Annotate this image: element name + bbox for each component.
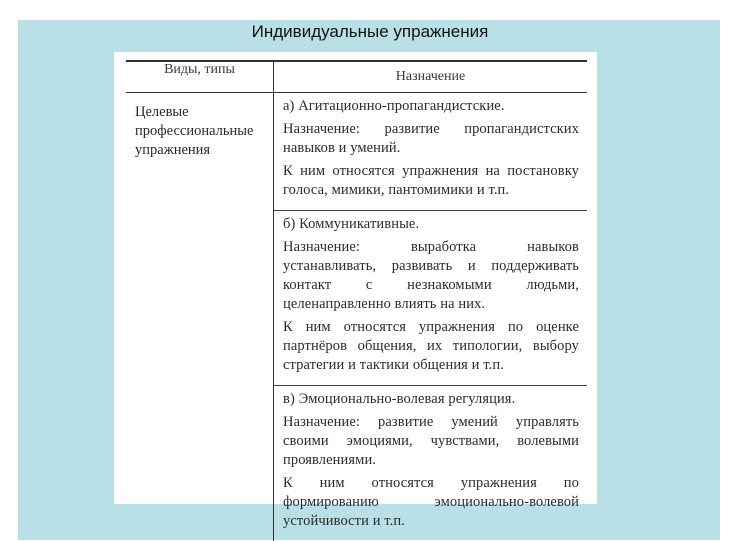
table-row: [126, 93, 587, 541]
block-purpose: Назначение: выработка навыков устанавливать, развивать и поддерживать контакт с незнакомыми людьми, целенаправленно влиять на них.: [283, 238, 579, 314]
block-purpose: Назначение: развитие пропагандистских навыков и умений.: [283, 120, 579, 158]
block-communicative: [274, 211, 587, 386]
slide-title: Индивидуальные упражнения: [0, 22, 740, 42]
type-cell: Целевые профессиональные упражнения: [126, 93, 274, 541]
purpose-cell: [274, 93, 588, 541]
document-image: [114, 52, 597, 504]
block-includes: К ним относятся упражнения по оценке партнёров общения, их типологии, выбору стратегии и тактики общения и т.п.: [283, 318, 579, 375]
block-emotional: [274, 386, 587, 541]
block-heading: в) Эмоционально-волевая регуляция.: [283, 390, 579, 409]
block-includes: К ним относятся упражнения на постановку голоса, мимики, пантомимики и т.п.: [283, 162, 579, 200]
block-heading: а) Агитационно-пропагандистские.: [283, 97, 579, 116]
block-agitation: [274, 93, 587, 211]
header-purpose: Назначение: [274, 61, 588, 93]
block-purpose: Назначение: развитие умений управлять своими эмоциями, чувствами, волевыми проявлениями.: [283, 413, 579, 470]
table-header-row: [126, 61, 587, 93]
block-includes: К ним относятся упражнения по формированию эмоционально-волевой устойчивости и т.п.: [283, 474, 579, 531]
block-heading: б) Коммуникативные.: [283, 215, 579, 234]
exercise-table: [126, 60, 587, 541]
header-type: Виды, типы: [126, 61, 274, 93]
